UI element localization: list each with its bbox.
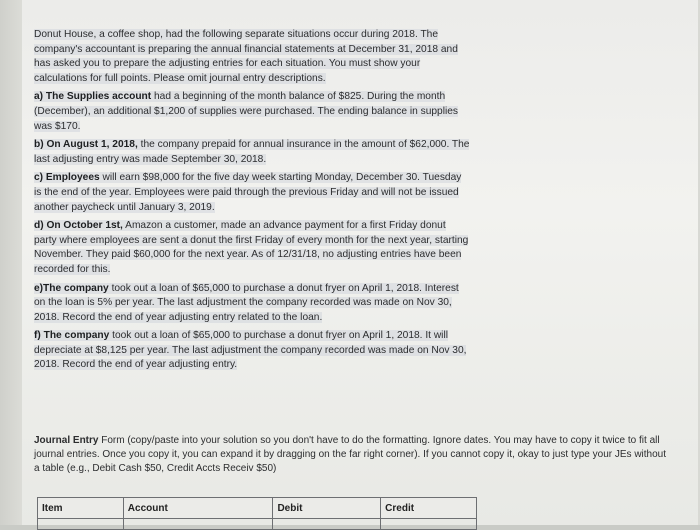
item-d: d) On October 1st, Amazon a customer, made an advance payment for a first Friday donut party where employees are sent a donut the first Friday of every month for the next year, starting November. They paid $60,000 for the next year. As of 12/31/18, no adjusting entries have been recorded for this. <box>34 220 469 275</box>
header-debit: Debit <box>273 498 381 519</box>
header-credit: Credit <box>381 498 477 519</box>
journal-text: Form (copy/paste into your solution so you don't have to do the formatting. Ignore dates. You may have to copy it twice to fit all journal entries. Once you copy it, you can expand it by dragging on the far right corner). If you cannot copy it, okay to just type your JEs without a table (e.g., Debit Cash $50, Credit Accts Receiv $50) <box>34 435 667 474</box>
item-e: e)The company took out a loan of $65,000 to purchase a donut fryer on April 1, 2018. Interest on the loan is 5% per year. The last adjustment the company recorded was made on Nov 30, 2018. Record the end of year adjusting entry related to the loan. <box>34 282 459 323</box>
header-item: Item <box>38 498 124 519</box>
item-c: c) Employees will earn $98,000 for the five day week starting Monday, December 30. Tuesday is the end of the year. Employees were paid through the previous Friday and will not be issued another paycheck until January 3, 2019. <box>34 172 462 213</box>
cell-credit[interactable] <box>381 519 477 530</box>
journal-lead: Journal Entry <box>34 435 99 446</box>
table-row[interactable] <box>38 519 477 530</box>
cell-debit[interactable] <box>273 519 381 530</box>
journal-entry-instructions <box>34 434 674 475</box>
journal-entry-table[interactable] <box>37 497 477 530</box>
cell-item[interactable] <box>38 519 124 530</box>
item-f: f) The company took out a loan of $65,000 to purchase a donut fryer on April 1, 2018. It will depreciate at $8,125 per year. The last adjustment the company recorded was made on Nov 30, 2018. Record the end of year adjusting entry. <box>34 330 467 371</box>
item-b: b) On August 1, 2018, the company prepaid for annual insurance in the amount of $62,000. The last adjusting entry was made September 30, 2018. <box>34 139 470 165</box>
cell-account[interactable] <box>123 519 273 530</box>
problem-text <box>34 28 470 377</box>
item-a: a) The Supplies account had a beginning of the month balance of $825. During the month (December), an additional $1,200 of supplies were purchased. The ending balance in supplies was $170. <box>34 91 458 132</box>
intro-paragraph: Donut House, a coffee shop, had the following separate situations occur during 2018. The company's accountant is preparing the annual financial statements at December 31, 2018 and has asked you to prepare the adjusting entries for each situation. You must show your calculations for full points. Please omit journal entry descriptions. <box>34 29 458 84</box>
table-header-row <box>38 498 477 519</box>
header-account: Account <box>123 498 273 519</box>
